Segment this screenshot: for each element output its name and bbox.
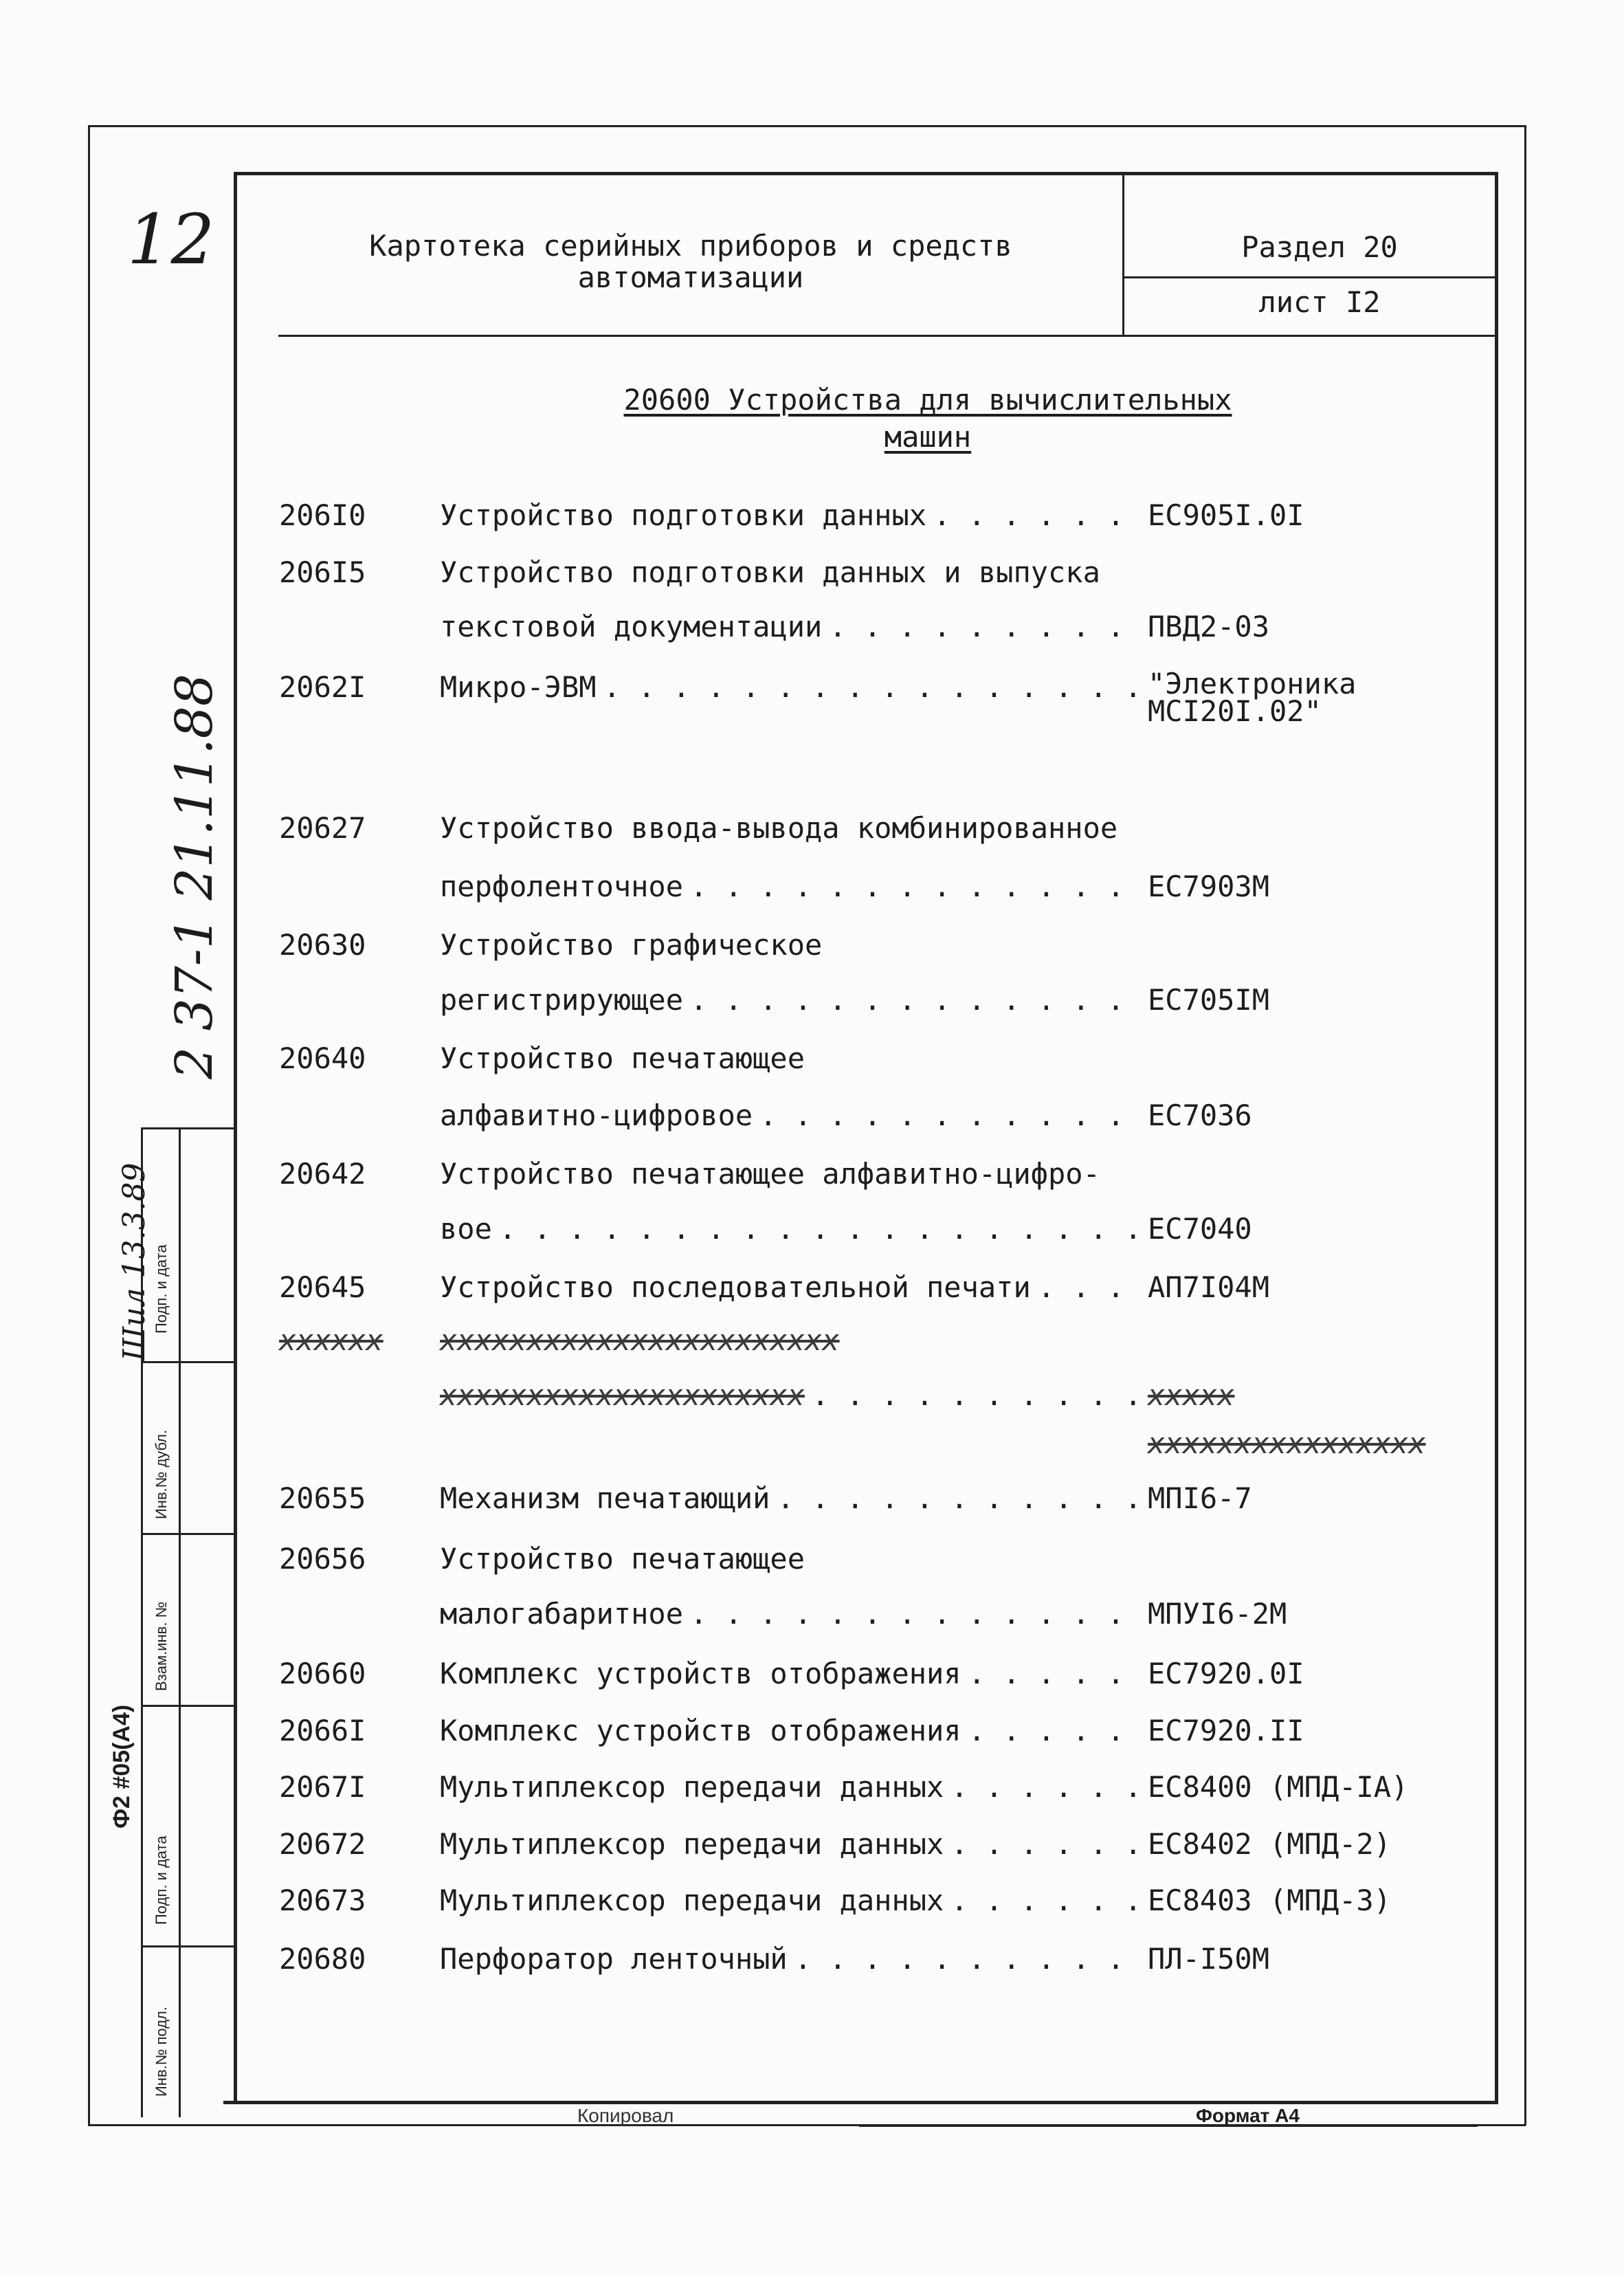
entry-name xyxy=(440,983,1141,1017)
entry-name-text: Мультиплексор передачи данных xyxy=(440,1770,944,1804)
entry-code: 20673 xyxy=(279,1884,366,1917)
stamp-replace-inventory: Взам.инв. № xyxy=(153,1601,170,1691)
entry-code: 206I0 xyxy=(279,498,366,532)
leader-dots xyxy=(492,1212,1141,1246)
entry-code: 20645 xyxy=(279,1270,366,1304)
entry-name xyxy=(440,670,1141,704)
stamp-sign-date-2: Подп. и дата xyxy=(153,1835,170,1925)
entry-model xyxy=(1148,667,1357,728)
stamp-original-inventory: Инв.№ подл. xyxy=(153,2007,170,2097)
handwritten-note: 2 37-1 21.11.88 xyxy=(165,674,224,1079)
leader-dots xyxy=(770,1481,1141,1515)
footer-format: Формат А4 xyxy=(1196,2105,1300,2126)
leader-dots xyxy=(822,610,1141,643)
stamp-dup-inventory: Инв.№ дубл. xyxy=(153,1429,170,1519)
entry-name xyxy=(440,1942,1141,1976)
entry-model: ЕС7036 xyxy=(1148,1099,1252,1132)
entry-name-text: алфавитно-цифровое xyxy=(440,1099,753,1132)
entry-model-line-2: МСI20I.02" xyxy=(1148,694,1322,728)
entry-model: ЕС7040 xyxy=(1148,1212,1252,1246)
entry-name-text: регистрирующее xyxy=(440,983,684,1017)
entry-name xyxy=(440,1884,1141,1917)
entry-name-text: Мультиплексор передачи данных xyxy=(440,1827,944,1861)
entry-name-text: текстовой документации xyxy=(440,610,823,643)
leader-dots xyxy=(788,1942,1141,1976)
struck-model-1: xxxxx xyxy=(1148,1378,1235,1412)
stamp-sign-date-1: Подп. и дата xyxy=(153,1244,170,1334)
struck-code: xxxxxx xyxy=(279,1323,383,1357)
entry-name-line-1: Устройство печатающее xyxy=(440,1041,805,1075)
entry-code: 20660 xyxy=(279,1657,366,1690)
entry-name-text: Мультиплексор передачи данных xyxy=(440,1884,944,1917)
entry-name-line-1: Устройство графическое xyxy=(440,928,823,962)
entry-name-text: Перфоратор ленточный xyxy=(440,1942,788,1976)
entry-model: ПВД2-03 xyxy=(1148,610,1270,643)
footer-copied: Копировал xyxy=(577,2105,674,2126)
entry-name-text: Микро-ЭВМ xyxy=(440,670,597,704)
sheet-label xyxy=(1134,285,1505,319)
leader-dots xyxy=(944,1827,1141,1861)
entry-code: 20642 xyxy=(279,1157,366,1191)
title-line-1: Картотека серийных приборов и средств xyxy=(369,229,1012,263)
section-label: Раздел 20 xyxy=(1241,230,1398,264)
group-heading-line-2: машин xyxy=(884,420,972,454)
leader-dots xyxy=(683,1597,1141,1631)
entry-name-line-1: Устройство ввода-вывода комбинированное xyxy=(440,811,1118,845)
entry-code: 20630 xyxy=(279,928,366,962)
sheet-word: лист xyxy=(1258,285,1328,319)
entry-name xyxy=(440,610,1141,643)
leader-dots xyxy=(944,1884,1141,1917)
struck-line-1: xxxxxxxxxxxxxxxxxxxxxxx xyxy=(440,1323,840,1357)
entry-model: ЕС7920.II xyxy=(1148,1714,1304,1747)
entry-name-text: Комплекс устройств отображения xyxy=(440,1714,961,1747)
group-heading-line-1: 20600 Устройства для вычислительных xyxy=(623,383,1232,417)
entry-name xyxy=(440,1270,1141,1304)
entry-model: ЕС8403 (МПД-3) xyxy=(1148,1884,1392,1917)
leader-dots xyxy=(683,870,1141,903)
entry-model: ЕС8402 (МПД-2) xyxy=(1148,1827,1392,1861)
struck-line-2 xyxy=(440,1378,1141,1412)
entry-code: 20627 xyxy=(279,811,366,845)
entry-name-line-1: Устройство печатающее xyxy=(440,1542,805,1576)
entry-model: МПI6-7 xyxy=(1148,1481,1252,1515)
entry-code: 20656 xyxy=(279,1542,366,1576)
entry-name-text: Устройство подготовки данных xyxy=(440,498,927,532)
entry-model: ЕС705IМ xyxy=(1148,983,1270,1017)
leader-dots xyxy=(1031,1270,1141,1304)
entry-name xyxy=(440,1657,1141,1690)
leader-dots xyxy=(753,1099,1141,1132)
leader-dots xyxy=(805,1378,1141,1412)
entry-model-line-1: "Электроника xyxy=(1148,667,1357,700)
entry-model: ЕС8400 (МПД-IА) xyxy=(1148,1770,1409,1804)
struck-model-2: xxxxxxxxxxxxxxxx xyxy=(1148,1426,1426,1460)
entry-name xyxy=(440,1212,1141,1246)
entry-code: 20672 xyxy=(279,1827,366,1861)
page-title xyxy=(261,230,1120,294)
entry-code: 2062I xyxy=(279,670,366,704)
entry-name xyxy=(440,1770,1141,1804)
page-number: 12 xyxy=(127,199,215,280)
entry-name xyxy=(440,498,1141,532)
entry-name-line-1: Устройство печатающее алфавитно-цифро- xyxy=(440,1157,1100,1191)
entry-code: 2066I xyxy=(279,1714,366,1747)
group-heading xyxy=(481,382,1375,456)
entry-model: АП7I04М xyxy=(1148,1270,1270,1304)
entry-model: ЕС905I.0I xyxy=(1148,498,1304,532)
entry-name xyxy=(440,870,1141,903)
entry-model: ЕС7920.0I xyxy=(1148,1657,1304,1690)
entry-name xyxy=(440,1714,1141,1747)
title-line-2: автоматизации xyxy=(577,261,804,294)
entry-name xyxy=(440,1597,1141,1631)
entry-name xyxy=(440,1827,1141,1861)
leader-dots xyxy=(683,983,1141,1017)
entry-model: ЕС7903М xyxy=(1148,870,1270,903)
entry-name-text: перфоленточное xyxy=(440,870,684,903)
leader-dots xyxy=(926,498,1141,532)
entry-name-text: Устройство последовательной печати xyxy=(440,1270,1031,1304)
entry-code: 20680 xyxy=(279,1942,366,1976)
entry-code: 2067I xyxy=(279,1770,366,1804)
entry-code: 20640 xyxy=(279,1041,366,1075)
entry-name-text: Комплекс устройств отображения xyxy=(440,1657,961,1690)
entry-name xyxy=(440,1481,1141,1515)
entry-name-text: вое xyxy=(440,1212,492,1246)
entry-code: 206I5 xyxy=(279,555,366,589)
leader-dots xyxy=(961,1657,1141,1690)
leader-dots xyxy=(597,670,1141,704)
struck-line-2-text: xxxxxxxxxxxxxxxxxxxxx xyxy=(440,1378,805,1412)
entry-code: 20655 xyxy=(279,1481,366,1515)
entry-name-text: малогабаритное xyxy=(440,1597,684,1631)
leader-dots xyxy=(961,1714,1141,1747)
sheet-number: I2 xyxy=(1345,285,1381,319)
entry-model: ПЛ-I50М xyxy=(1148,1942,1270,1976)
entry-name-line-1: Устройство подготовки данных и выпуска xyxy=(440,555,1100,589)
entry-name-text: Механизм печатающий xyxy=(440,1481,770,1515)
form-number: Ф2 #05(А4) xyxy=(109,1704,135,1829)
leader-dots xyxy=(944,1770,1141,1804)
entry-model: МПУI6-2М xyxy=(1148,1597,1287,1631)
entry-name xyxy=(440,1099,1141,1132)
signature: Шил 13.3.89 xyxy=(117,1162,152,1361)
